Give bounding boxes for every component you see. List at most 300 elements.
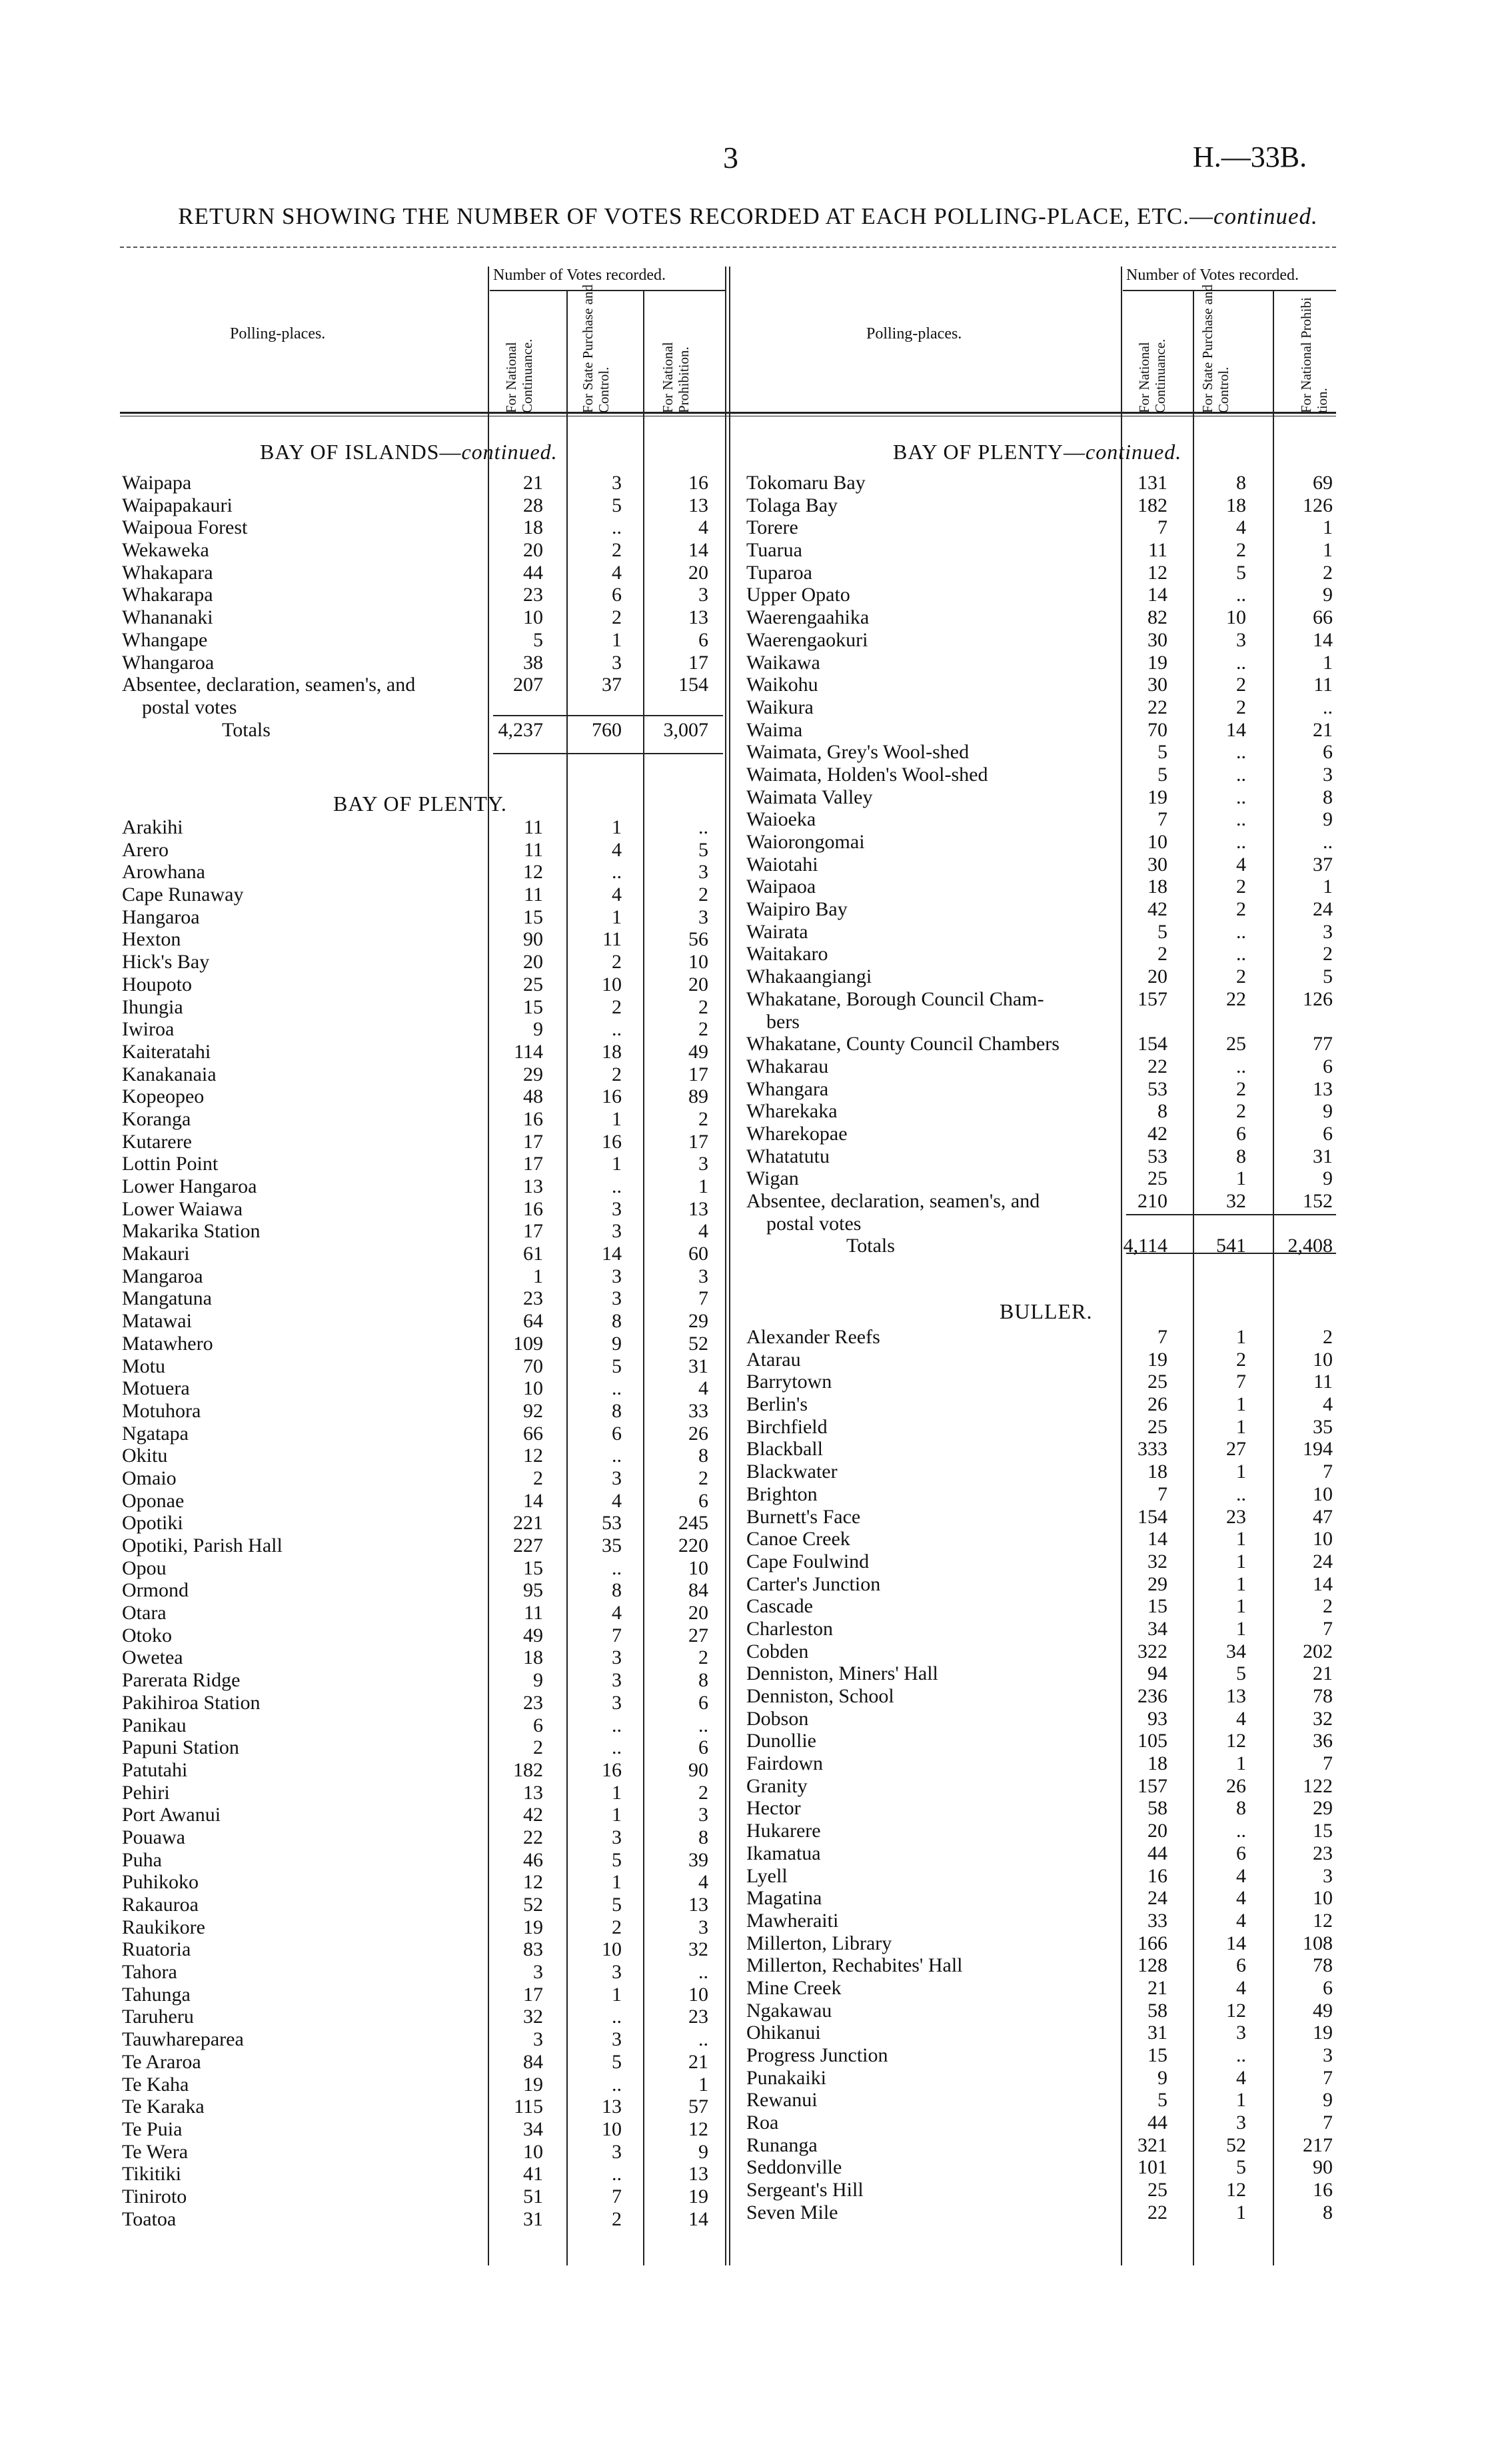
vote-count-v3: 10 (1313, 1887, 1333, 1910)
vote-count-v1: 182 (513, 1758, 543, 1781)
vote-count-v2: 3 (612, 1669, 622, 1692)
vote-count-v1: 42 (1147, 1122, 1167, 1145)
vote-count-v2: 4 (612, 561, 622, 584)
table-row (122, 1512, 722, 1535)
vote-count-v2: 37 (602, 674, 622, 696)
table-row (122, 1557, 722, 1580)
table-row (122, 1198, 722, 1221)
table-row (746, 2201, 1333, 2224)
vote-count-v3: 6 (698, 1489, 708, 1512)
vote-count-v2: 6 (1236, 1122, 1246, 1145)
table-row (746, 854, 1333, 876)
vote-count-v3: 21 (688, 2050, 708, 2073)
vote-count-v1: 51 (523, 2185, 543, 2207)
vote-count-v3: 7 (1323, 1617, 1333, 1640)
vote-count-v1: 227 (513, 1535, 543, 1556)
vote-count-v1: 166 (1137, 1932, 1167, 1954)
vote-count-v2: 3 (1236, 2022, 1246, 2044)
vote-count-v3: 90 (1313, 2156, 1333, 2179)
vote-count-v2: 4 (1236, 853, 1246, 876)
vote-count-v3: 17 (688, 651, 708, 674)
polling-place-name: Motu (122, 1355, 166, 1377)
vote-count-v1: 58 (1147, 1797, 1167, 1820)
polling-place-name: Waioeka (746, 808, 816, 831)
vote-count-v2: 6 (1236, 1954, 1246, 1977)
vote-count-v3: 20 (688, 973, 708, 995)
title-main: RETURN SHOWING THE NUMBER OF VOTES RECORDED AT EACH POLLING-PLACE, ETC.— (178, 203, 1213, 229)
vote-count-v2: 13 (602, 2096, 622, 2118)
table-row (746, 629, 1333, 652)
polling-place-name: Iwiroa (122, 1018, 175, 1041)
vote-count-v2: 23 (1226, 1505, 1246, 1528)
vote-count-v2: 3 (612, 1287, 622, 1310)
table-row (122, 816, 722, 839)
vote-count-v1: 7 (1157, 516, 1167, 539)
right-buller-table (746, 1326, 1333, 2224)
vote-count-v1: 28 (523, 494, 543, 516)
vote-count-v3: 3 (1323, 920, 1333, 943)
vote-count-v2: 1 (1236, 2201, 1246, 2223)
vote-count-v2: 8 (1236, 472, 1246, 494)
table-row (122, 1131, 722, 1153)
vote-count-v2: 1 (612, 816, 622, 838)
polling-place-name: Omaio (122, 1467, 177, 1489)
polling-place-name: Tahora (122, 1961, 177, 1984)
polling-place-name: Dobson (746, 1707, 809, 1730)
polling-place-name: Birchfield (746, 1415, 828, 1438)
vote-count-v3: .. (698, 816, 708, 838)
vote-count-v3: 8 (1323, 2201, 1333, 2223)
vote-count-v1: 30 (1147, 853, 1167, 876)
polling-place-name: Blackball (746, 1438, 823, 1461)
polling-place-name: Panikau (122, 1714, 187, 1736)
vote-count-v1: 44 (1147, 1842, 1167, 1864)
vote-count-v1: 11 (524, 838, 543, 861)
table-row (122, 1175, 722, 1198)
vote-count-v1: 23 (523, 584, 543, 606)
vote-count-v1: 19 (1147, 651, 1167, 674)
vote-count-v2: 10 (1226, 606, 1246, 629)
polling-place-name: Waipapa (122, 472, 192, 494)
vote-count-v3: 2 (1323, 943, 1333, 965)
polling-place-name: Mawheraiti (746, 1909, 839, 1932)
vote-count-v2: .. (1236, 763, 1246, 786)
vote-count-v1: 221 (513, 1512, 543, 1535)
polling-place-name: Owetea (122, 1646, 183, 1669)
vote-count-v3: 89 (688, 1085, 708, 1108)
table-row (746, 741, 1333, 764)
vote-count-v1: 61 (523, 1243, 543, 1265)
vote-count-v1: 90 (523, 928, 543, 951)
vote-count-v3: 126 (1303, 494, 1333, 516)
table-row (122, 606, 722, 629)
vote-count-v3: 108 (1303, 1932, 1333, 1954)
table-row (122, 1287, 722, 1310)
vote-count-v1: 46 (523, 1848, 543, 1871)
polling-place-name: Tikitiki (122, 2163, 181, 2185)
polling-place-name: Waipiro Bay (746, 898, 848, 921)
table-row (122, 2208, 722, 2231)
vote-count-v2: 2 (612, 2207, 622, 2230)
vote-count-v2: 9 (612, 1332, 622, 1355)
table-row (122, 839, 722, 862)
polling-place-name: Whakaangiangi (746, 965, 872, 988)
vote-count-v2: 22 (1226, 987, 1246, 1010)
vote-count-v3: 126 (1303, 987, 1333, 1010)
vote-count-v3: 2,408 (1287, 1235, 1333, 1257)
table-row (746, 1595, 1333, 1618)
polling-place-name: Progress Junction (746, 2044, 888, 2066)
table-row (746, 1123, 1333, 1145)
vote-count-v1: 210 (1137, 1190, 1167, 1213)
left-header-col3: For National Prohibition. (660, 342, 692, 413)
table-row (122, 2096, 722, 2118)
polling-place-name: Cape Runaway (122, 884, 244, 906)
table-row (746, 472, 1333, 494)
table-row (122, 1041, 722, 1063)
polling-place-name: Tuparoa (746, 561, 812, 584)
table-row (746, 876, 1333, 898)
vote-count-v1: 333 (1137, 1438, 1167, 1461)
vote-count-v3: 4 (698, 1220, 708, 1243)
polling-place-name: Taruheru (122, 2006, 194, 2028)
polling-place-name: Port Awanui (122, 1804, 221, 1826)
polling-place-name: Carter's Junction (746, 1572, 881, 1595)
vote-count-v2: 1 (1236, 1461, 1246, 1483)
left-bay-of-plenty-table (122, 816, 722, 2230)
table-row (746, 1662, 1333, 1685)
polling-place-name: Wharekopae (746, 1122, 848, 1145)
table-row (746, 516, 1333, 539)
vote-count-v2: .. (1236, 786, 1246, 808)
table-row (122, 629, 722, 652)
vote-count-v1: 23 (523, 1287, 543, 1310)
table-row (746, 764, 1333, 786)
vote-count-v2: 2 (1236, 876, 1246, 898)
vote-count-v1: 16 (523, 1107, 543, 1130)
vote-count-v2: 1 (1236, 1752, 1246, 1775)
right-header-col3: For National Prohibi tion. (1298, 297, 1330, 413)
vote-count-v3: 37 (1313, 853, 1333, 876)
table-row (746, 1954, 1333, 1977)
vote-count-v3: 2 (1323, 561, 1333, 584)
vote-count-v2: 4 (1236, 1707, 1246, 1730)
vote-count-v1: 18 (1147, 876, 1167, 898)
vote-count-v3: 7 (1323, 2066, 1333, 2089)
right-sec1-title-cont: continued. (1086, 440, 1182, 464)
left-totals-bottom-rule (493, 753, 723, 754)
vote-count-v3: 23 (688, 2006, 708, 2028)
vote-count-v3: 77 (1313, 1033, 1333, 1055)
table-row (122, 1826, 722, 1849)
polling-place-name: Lower Waiawa (122, 1197, 243, 1220)
polling-place-name: Cape Foulwind (746, 1550, 870, 1572)
vote-count-v2: 1 (1236, 1617, 1246, 1640)
vote-count-v3: 8 (698, 1826, 708, 1848)
right-header-polling-places: Polling-places. (866, 325, 962, 342)
vote-count-v1: 11 (524, 816, 543, 838)
vote-count-v3: .. (1323, 831, 1333, 853)
vote-count-v2: 6 (612, 1422, 622, 1445)
vote-count-v2: .. (612, 1445, 622, 1467)
table-row (122, 584, 722, 606)
table-row (122, 1108, 722, 1131)
vote-count-v1: 115 (514, 2096, 543, 2118)
table-row (122, 2118, 722, 2141)
vote-count-v3: 6 (698, 1736, 708, 1759)
vote-count-v2: 3 (612, 1220, 622, 1243)
vote-count-v2: 1 (1236, 1326, 1246, 1348)
polling-place-name: Arero (122, 838, 169, 861)
vote-count-v3: 6 (1323, 1976, 1333, 1999)
polling-place-name: Berlin's (746, 1393, 808, 1416)
table-row (122, 906, 722, 929)
vote-count-v2: 760 (592, 718, 622, 741)
table-row (122, 562, 722, 584)
polling-place-name: Makarika Station (122, 1220, 261, 1243)
polling-place-name: Rewanui (746, 2089, 818, 2112)
polling-place-name: Kaiteratahi (122, 1040, 211, 1063)
table-row (746, 2179, 1333, 2201)
vote-count-v3: 11 (1313, 674, 1333, 696)
table-row (746, 1932, 1333, 1955)
polling-place-name: Cobden (746, 1640, 809, 1662)
table-row (122, 1153, 722, 1175)
polling-place-name: Absentee, declaration, seamen's, and (746, 1190, 1040, 1213)
vote-count-v3: 1 (1323, 876, 1333, 898)
polling-place-name: Fairdown (746, 1752, 823, 1775)
left-header-col1: For National Continuance. (503, 338, 535, 413)
table-row (746, 584, 1333, 606)
polling-place-name: Tauwhareparea (122, 2028, 244, 2051)
vote-count-v1: 105 (1137, 1730, 1167, 1752)
vote-count-v1: 10 (523, 2140, 543, 2163)
table-row (746, 943, 1333, 965)
vote-count-v2: 14 (1226, 718, 1246, 741)
vote-count-v3: 8 (1323, 786, 1333, 808)
polling-place-name: Opotiki, Parish Hall (122, 1535, 283, 1556)
vote-count-v2: .. (612, 861, 622, 884)
table-row (122, 2028, 722, 2051)
vote-count-v3: 32 (688, 1938, 708, 1961)
table-row (122, 1579, 722, 1602)
table-row (122, 1333, 722, 1355)
right-section-title-buller: BULLER. (1000, 1299, 1093, 1323)
table-row (122, 1984, 722, 2006)
vote-count-v1: 25 (1147, 1167, 1167, 1190)
polling-place-name: Whananaki (122, 606, 213, 629)
vote-count-v3: 2 (698, 1018, 708, 1041)
vote-count-v3: 14 (688, 539, 708, 562)
vote-count-v2: 5 (1236, 2156, 1246, 2179)
table-row (122, 1243, 722, 1265)
vote-count-v2: 1 (1236, 1595, 1246, 1618)
vote-count-v2: 18 (1226, 494, 1246, 516)
vote-count-v3: 2 (698, 1107, 708, 1130)
polling-place-name: Te Puia (122, 2118, 183, 2140)
table-row (746, 1708, 1333, 1730)
vote-count-v2: 1 (1236, 1393, 1246, 1416)
vote-count-v1: 15 (1147, 2044, 1167, 2066)
vote-count-v1: 38 (523, 651, 543, 674)
vote-count-v1: 20 (1147, 1820, 1167, 1842)
vote-count-v1: 53 (1147, 1077, 1167, 1100)
vote-count-v1: 52 (523, 1894, 543, 1916)
polling-place-name: Denniston, School (746, 1685, 894, 1707)
vote-count-v1: 34 (1147, 1617, 1167, 1640)
vote-count-v2: 35 (602, 1535, 622, 1556)
vote-count-v2: 1 (612, 1781, 622, 1804)
vote-count-v3: 3 (698, 906, 708, 928)
vote-count-v3: 6 (1323, 741, 1333, 764)
vote-count-v2: .. (612, 2006, 622, 2028)
vote-count-v2: 2 (1236, 674, 1246, 696)
table-row (746, 1190, 1333, 1235)
vote-count-v2: 4 (1236, 1887, 1246, 1910)
table-row (122, 1871, 722, 1894)
vote-count-v3: 31 (688, 1355, 708, 1377)
vote-count-v1: 4,237 (498, 718, 543, 741)
vote-count-v3: 6 (1323, 1055, 1333, 1077)
polling-place-name: Seddonville (746, 2156, 842, 2179)
vote-count-v2: .. (612, 1714, 622, 1736)
table-row (122, 1377, 722, 1400)
polling-place-name-continued: postal votes (142, 696, 237, 718)
polling-place-name: Whangara (746, 1077, 829, 1100)
vote-count-v3: 1 (1323, 539, 1333, 562)
vote-count-v1: 18 (523, 1646, 543, 1669)
table-row (122, 1265, 722, 1288)
vote-count-v1: 22 (1147, 2201, 1167, 2223)
vote-count-v3: 3 (698, 1804, 708, 1826)
vote-count-v2: 18 (602, 1040, 622, 1063)
vote-count-v1: 93 (1147, 1707, 1167, 1730)
page-title (0, 203, 1496, 230)
vote-count-v1: 5 (1157, 741, 1167, 764)
vote-count-v3: 12 (688, 2118, 708, 2140)
vote-count-v2: 4 (612, 838, 622, 861)
vote-count-v3: .. (698, 1714, 708, 1736)
vote-count-v3: 13 (1313, 1077, 1333, 1100)
vote-count-v2: 3 (612, 1265, 622, 1287)
polling-place-name: Whakapara (122, 561, 213, 584)
vote-count-v3: 3 (698, 584, 708, 606)
vote-count-v1: 21 (1147, 1976, 1167, 1999)
polling-place-name: Houpoto (122, 973, 192, 995)
table-row (746, 1506, 1333, 1529)
vote-count-v3: 3 (698, 1916, 708, 1938)
table-row (746, 1618, 1333, 1640)
vote-count-v1: 3 (533, 2028, 543, 2051)
polling-place-name: Kutarere (122, 1130, 192, 1153)
vote-count-v1: 236 (1137, 1685, 1167, 1707)
vote-count-v3: 11 (1313, 1371, 1333, 1393)
table-row (746, 1775, 1333, 1798)
table-row (122, 1782, 722, 1804)
polling-place-name: Whangape (122, 628, 208, 651)
polling-place-name-continued: postal votes (766, 1212, 862, 1235)
vote-count-v2: 52 (1226, 2134, 1246, 2156)
vote-count-v3: 9 (1323, 1167, 1333, 1190)
vote-count-v1: 42 (523, 1804, 543, 1826)
vote-count-v2: 2 (612, 606, 622, 629)
polling-place-name: Lyell (746, 1864, 788, 1887)
vote-count-v1: 9 (1157, 2066, 1167, 2089)
vote-count-v3: 31 (1313, 1145, 1333, 1167)
vote-count-v3: 3 (698, 861, 708, 884)
vote-count-v1: 17 (523, 1983, 543, 2006)
vote-count-v2: 3 (612, 1961, 622, 1984)
polling-place-name: Ihungia (122, 995, 183, 1018)
table-row (746, 1438, 1333, 1461)
vote-count-v2: 5 (1236, 1662, 1246, 1685)
vote-count-v3: 78 (1313, 1954, 1333, 1977)
table-row (122, 861, 722, 884)
polling-place-name: Whangaroa (122, 651, 215, 674)
vote-count-v1: 70 (1147, 718, 1167, 741)
table-row (746, 1416, 1333, 1439)
polling-place-name: Oponae (122, 1489, 185, 1512)
vote-count-v3: 19 (1313, 2022, 1333, 2044)
vote-count-v2: 8 (612, 1399, 622, 1422)
vote-count-v3: 27 (688, 1624, 708, 1646)
vote-count-v1: 17 (523, 1220, 543, 1243)
polling-place-name: Dunollie (746, 1730, 816, 1752)
polling-place-name: Te Karaka (122, 2096, 205, 2118)
polling-place-name: Canoe Creek (746, 1528, 850, 1550)
vote-count-v2: 3 (612, 651, 622, 674)
table-row (122, 996, 722, 1019)
vote-count-v3: 35 (1313, 1415, 1333, 1438)
vote-count-v1: 18 (1147, 1461, 1167, 1483)
vote-count-v1: 58 (1147, 1999, 1167, 2022)
vote-count-v3: 20 (688, 1602, 708, 1624)
vote-count-v3: 1 (1323, 516, 1333, 539)
vote-count-v2: 16 (602, 1130, 622, 1153)
vote-count-v3: 3 (1323, 1864, 1333, 1887)
vote-count-v2: 1 (612, 628, 622, 651)
vote-count-v3: 4 (1323, 1393, 1333, 1416)
polling-place-name: Tiniroto (122, 2185, 187, 2207)
vote-count-v1: 322 (1137, 1640, 1167, 1662)
vote-count-v2: 53 (602, 1512, 622, 1535)
vote-count-v3: 10 (1313, 1528, 1333, 1550)
vote-count-v2: .. (612, 1556, 622, 1579)
polling-place-name: Cascade (746, 1595, 813, 1618)
vote-count-v3: 9 (1323, 2089, 1333, 2112)
polling-place-name: Waimata, Holden's Wool-shed (746, 763, 988, 786)
polling-place-name: Papuni Station (122, 1736, 239, 1759)
title-dashed-rule (120, 247, 1336, 248)
polling-place-name: Hukarere (746, 1820, 821, 1842)
polling-place-name: Tuarua (746, 539, 802, 562)
table-row (122, 951, 722, 973)
vote-count-v1: 31 (523, 2207, 543, 2230)
right-header-number-of-votes: Number of Votes recorded. (1126, 267, 1299, 284)
vote-count-v1: 6 (533, 1714, 543, 1736)
center-rule-b (729, 267, 730, 2265)
page-number: 3 (723, 141, 738, 175)
vote-count-v3: 13 (688, 606, 708, 629)
vote-count-v3: 21 (1313, 1662, 1333, 1685)
vote-count-v3: 217 (1303, 2134, 1333, 2156)
vote-count-v3: 1 (698, 1175, 708, 1197)
table-row (746, 2044, 1333, 2067)
vote-count-v1: 30 (1147, 628, 1167, 651)
vote-count-v3: 10 (1313, 1348, 1333, 1371)
table-row (746, 674, 1333, 696)
polling-place-name: Otoko (122, 1624, 172, 1646)
